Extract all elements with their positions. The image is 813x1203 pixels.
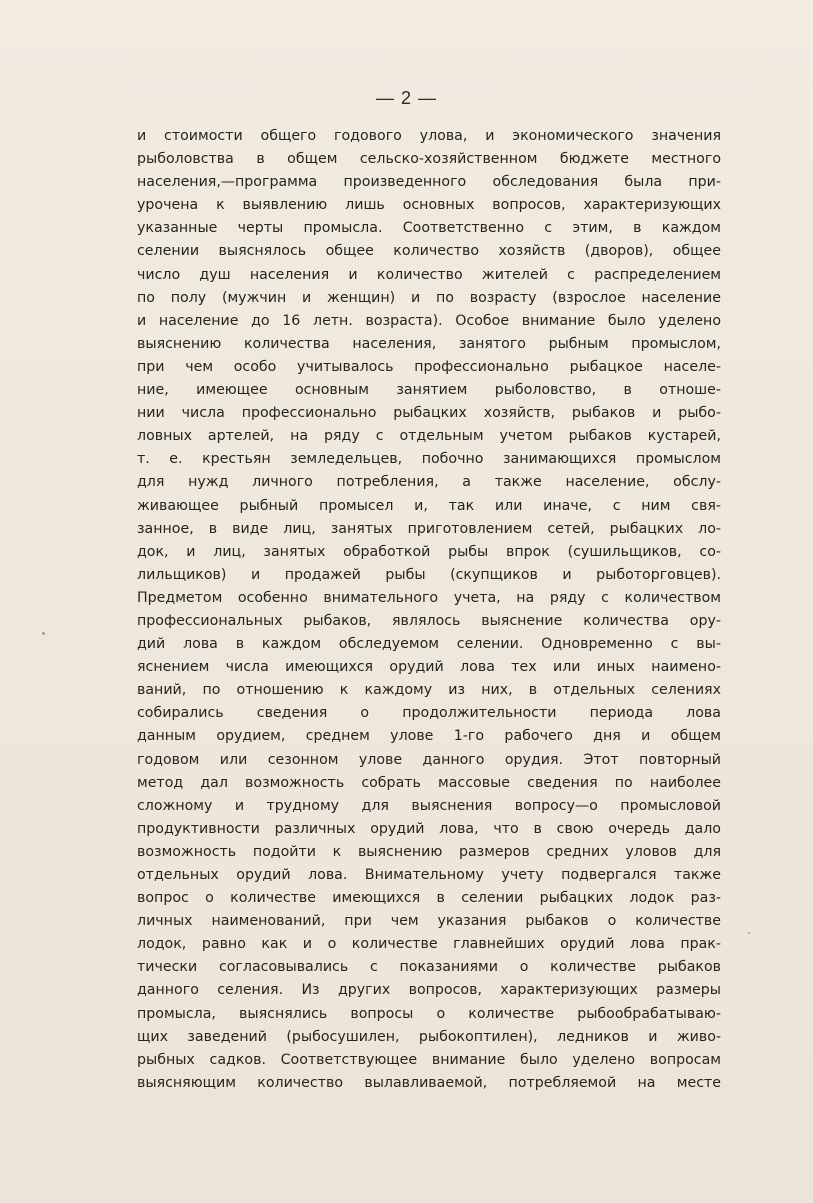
text-line: док, и лиц, занятых обработкой рыбы впрок (сушильщиков, со-: [137, 543, 721, 560]
text-line: и стоимости общего годового улова, и экономического значения: [137, 128, 721, 144]
paper-speck: [42, 632, 45, 635]
text-line: нии числа профессионально рыбацких хозяйств, рыбаков и рыбо-: [137, 405, 721, 422]
text-line: дий лова в каждом обследуемом селении. Одновременно с вы-: [137, 636, 721, 653]
text-line: яснением числа имеющихся орудий лова тех или иных наимено-: [137, 659, 721, 676]
text-line: метод дал возможность собрать массовые сведения по наиболее: [137, 774, 721, 791]
text-line: урочена к выявлению лишь основных вопросов, характеризующих: [137, 197, 721, 214]
text-line: по полу (мужчин и женщин) и по возрасту (взрослое население: [137, 289, 721, 306]
text-line: населения,—программа произведенного обследования была при-: [137, 174, 721, 191]
text-line: щих заведений (рыбосушилен, рыбокоптилен), ледников и живо-: [137, 1028, 721, 1045]
text-line: для нужд личного потребления, а также население, обслу-: [137, 474, 721, 491]
text-line: ваний, по отношению к каждому из них, в отдельных селениях: [137, 682, 721, 699]
text-line: при чем особо учитывалось профессионально рыбацкое населе-: [137, 358, 721, 375]
text-line: рыболовства в общем сельско-хозяйственном бюджете местного: [137, 151, 721, 168]
text-line: указанные черты промысла. Соответственно с этим, в каждом: [137, 220, 721, 237]
text-line: тически согласовывались с показаниями о количестве рыбаков: [137, 959, 721, 976]
text-line: и население до 16 летн. возраста). Особое внимание было уделено: [137, 312, 721, 329]
text-line: ловных артелей, на ряду с отдельным учетом рыбаков кустарей,: [137, 428, 721, 445]
paper-speck: [748, 932, 750, 934]
text-line: лильщиков) и продажей рыбы (скупщиков и рыботорговцев).: [137, 566, 721, 583]
text-line: выясняющим количество вылавливаемой, потребляемой на месте: [137, 1074, 721, 1091]
text-line: сложному и трудному для выяснения вопросу—о промысловой: [137, 797, 721, 814]
text-line: Предметом особенно внимательного учета, на ряду с количеством: [137, 589, 721, 606]
text-line: лодок, равно как и о количестве главнейших орудий лова прак-: [137, 936, 721, 953]
text-line: возможность подойти к выяснению размеров средних уловов для: [137, 843, 721, 860]
text-line: ние, имеющее основным занятием рыболовство, в отноше-: [137, 382, 721, 399]
text-line: данного селения. Из других вопросов, характеризующих размеры: [137, 982, 721, 999]
text-line: отдельных орудий лова. Внимательному учету подвергался также: [137, 867, 721, 883]
text-line: селении выяснялось общее количество хозяйств (дворов), общее: [137, 243, 721, 260]
text-line: личных наименований, при чем указания рыбаков о количестве: [137, 913, 721, 930]
text-line: выяснению количества населения, занятого рыбным промыслом,: [137, 335, 721, 352]
text-line: промысла, выяснялись вопросы о количестве рыбообрабатываю-: [137, 1005, 721, 1022]
text-line: число душ населения и количество жителей с распределением: [137, 266, 721, 283]
body-text: [137, 125, 721, 1095]
text-line: рыбных садков. Соответствующее внимание было уделено вопросам: [137, 1051, 721, 1068]
text-line: данным орудием, среднем улове 1-го рабочего дня и общем: [137, 728, 721, 745]
text-line: собирались сведения о продолжительности периода лова: [137, 705, 721, 722]
text-line: т. е. крестьян земледельцев, побочно занимающихся промыслом: [137, 451, 721, 468]
text-line: живающее рыбный промысел и, так или иначе, с ним свя-: [137, 497, 721, 514]
text-line: профессиональных рыбаков, являлось выяснение количества ору-: [137, 612, 721, 629]
page-number: — 2 —: [375, 88, 437, 108]
text-line: вопрос о количестве имеющихся в селении рыбацких лодок раз-: [137, 890, 721, 907]
text-line: годовом или сезонном улове данного орудия. Этот повторный: [137, 751, 721, 768]
text-line: занное, в виде лиц, занятых приготовлением сетей, рыбацких ло-: [137, 520, 721, 537]
text-line: продуктивности различных орудий лова, что в свою очередь дало: [137, 820, 721, 837]
